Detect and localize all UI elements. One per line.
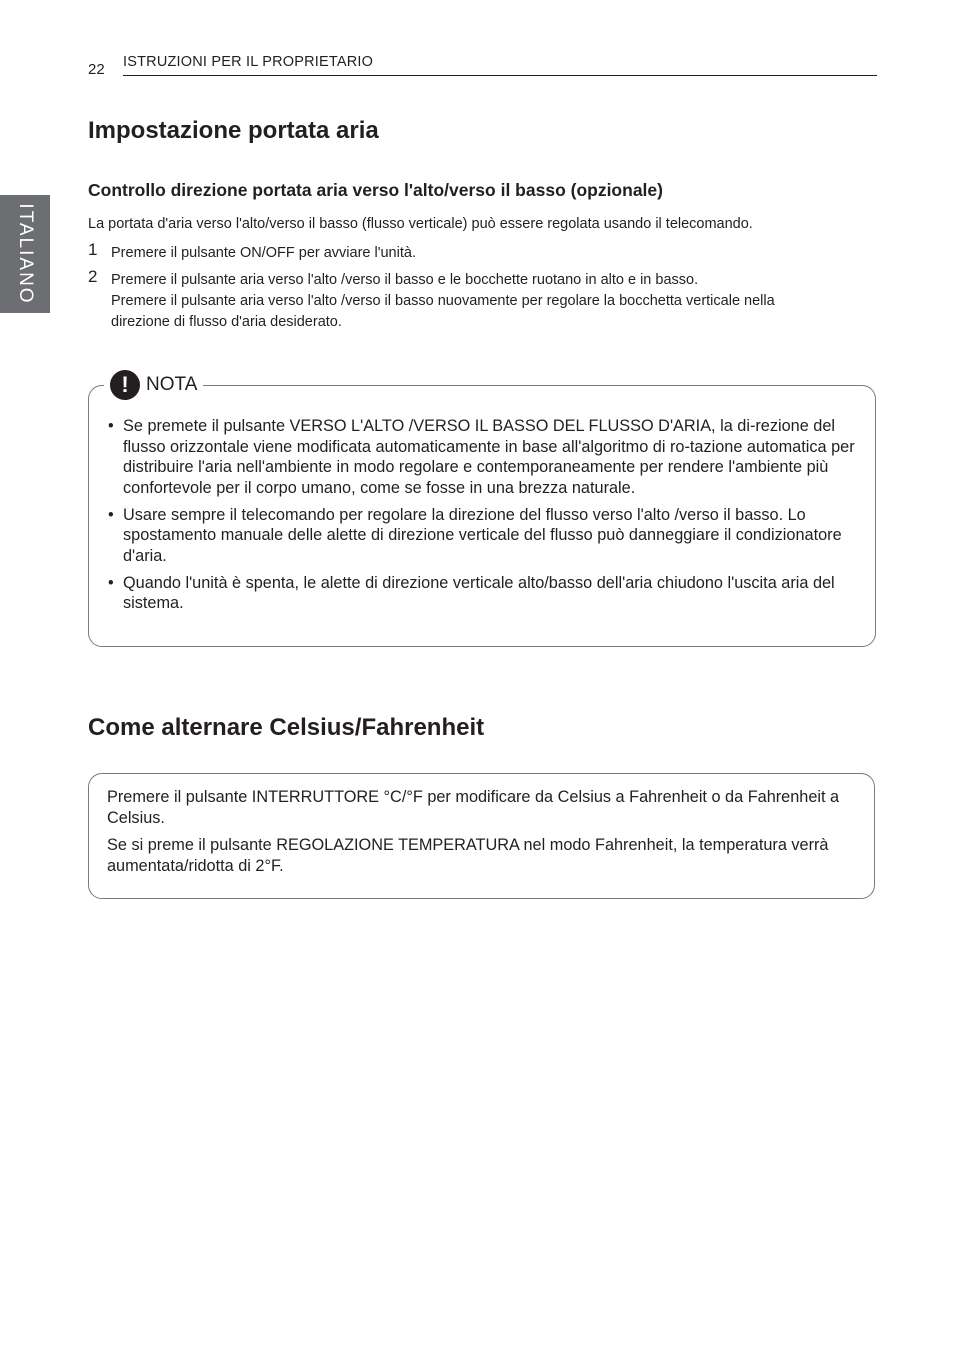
section-title: Impostazione portata aria [88,117,379,144]
page-number: 22 [88,61,105,78]
subsection-title: Controllo direzione portata aria verso l'alto/verso il basso (opzionale) [88,180,663,200]
info-paragraph: Premere il pulsante INTERRUTTORE °C/°F per modificare da Celsius a Fahrenheit o da Fahrenheit a Celsius. [107,788,840,827]
header-rule [123,75,877,76]
note-item: • Quando l'unità è spenta, le alette di direzione verticale alto/basso dell'aria chiudono l'uscita aria del sistema. [108,573,868,614]
note-heading [104,369,203,401]
step-text: Premere il pulsante aria verso l'alto /verso il basso e le bocchette ruotano in alto e in basso. [111,272,699,288]
section-title-celsius: Come alternare Celsius/Fahrenheit [88,714,485,741]
side-tab-label: ITALIANO [15,203,36,305]
step-number: 1 [88,240,98,259]
language-side-tab [0,195,50,313]
note-list [108,416,868,620]
note-title: NOTA [146,374,198,395]
step-number: 2 [88,267,98,286]
info-paragraph: Se si preme il pulsante REGOLAZIONE TEMPERATURA nel modo Fahrenheit, la temperatura verrà aumentata/ridotta di 2°F. [107,836,829,875]
note-item: • Usare sempre il telecomando per regolare la direzione del flusso verso l'alto /verso il basso. Lo spostamento manuale delle alette di direzione verticale del flusso può danneggiare il condizionatore d'aria. [108,505,868,567]
step-text: Premere il pulsante aria verso l'alto /verso il basso nuovamente per regolare la bocchetta verticale nella [111,293,775,309]
step-text: Premere il pulsante ON/OFF per avviare l'unità. [111,245,416,261]
step-text: direzione di flusso d'aria desiderato. [111,314,342,330]
exclamation-icon: ! [110,370,140,400]
intro-text: La portata d'aria verso l'alto/verso il basso (flusso verticale) può essere regolata usando il telecomando. [88,216,753,232]
note-item: • Se premete il pulsante VERSO L'ALTO /VERSO IL BASSO DEL FLUSSO D'ARIA, la di-rezione del flusso orizzontale viene modificata automaticamente in base all'algoritmo di ro-tazione automatica per distribuire l'aria nell'ambiente in modo regolare e contemporaneamente per rendere l'ambiente più confortevole per il corpo umano, come se fosse in una brezza naturale. [108,416,868,498]
running-header: ISTRUZIONI PER IL PROPRIETARIO [123,54,374,70]
